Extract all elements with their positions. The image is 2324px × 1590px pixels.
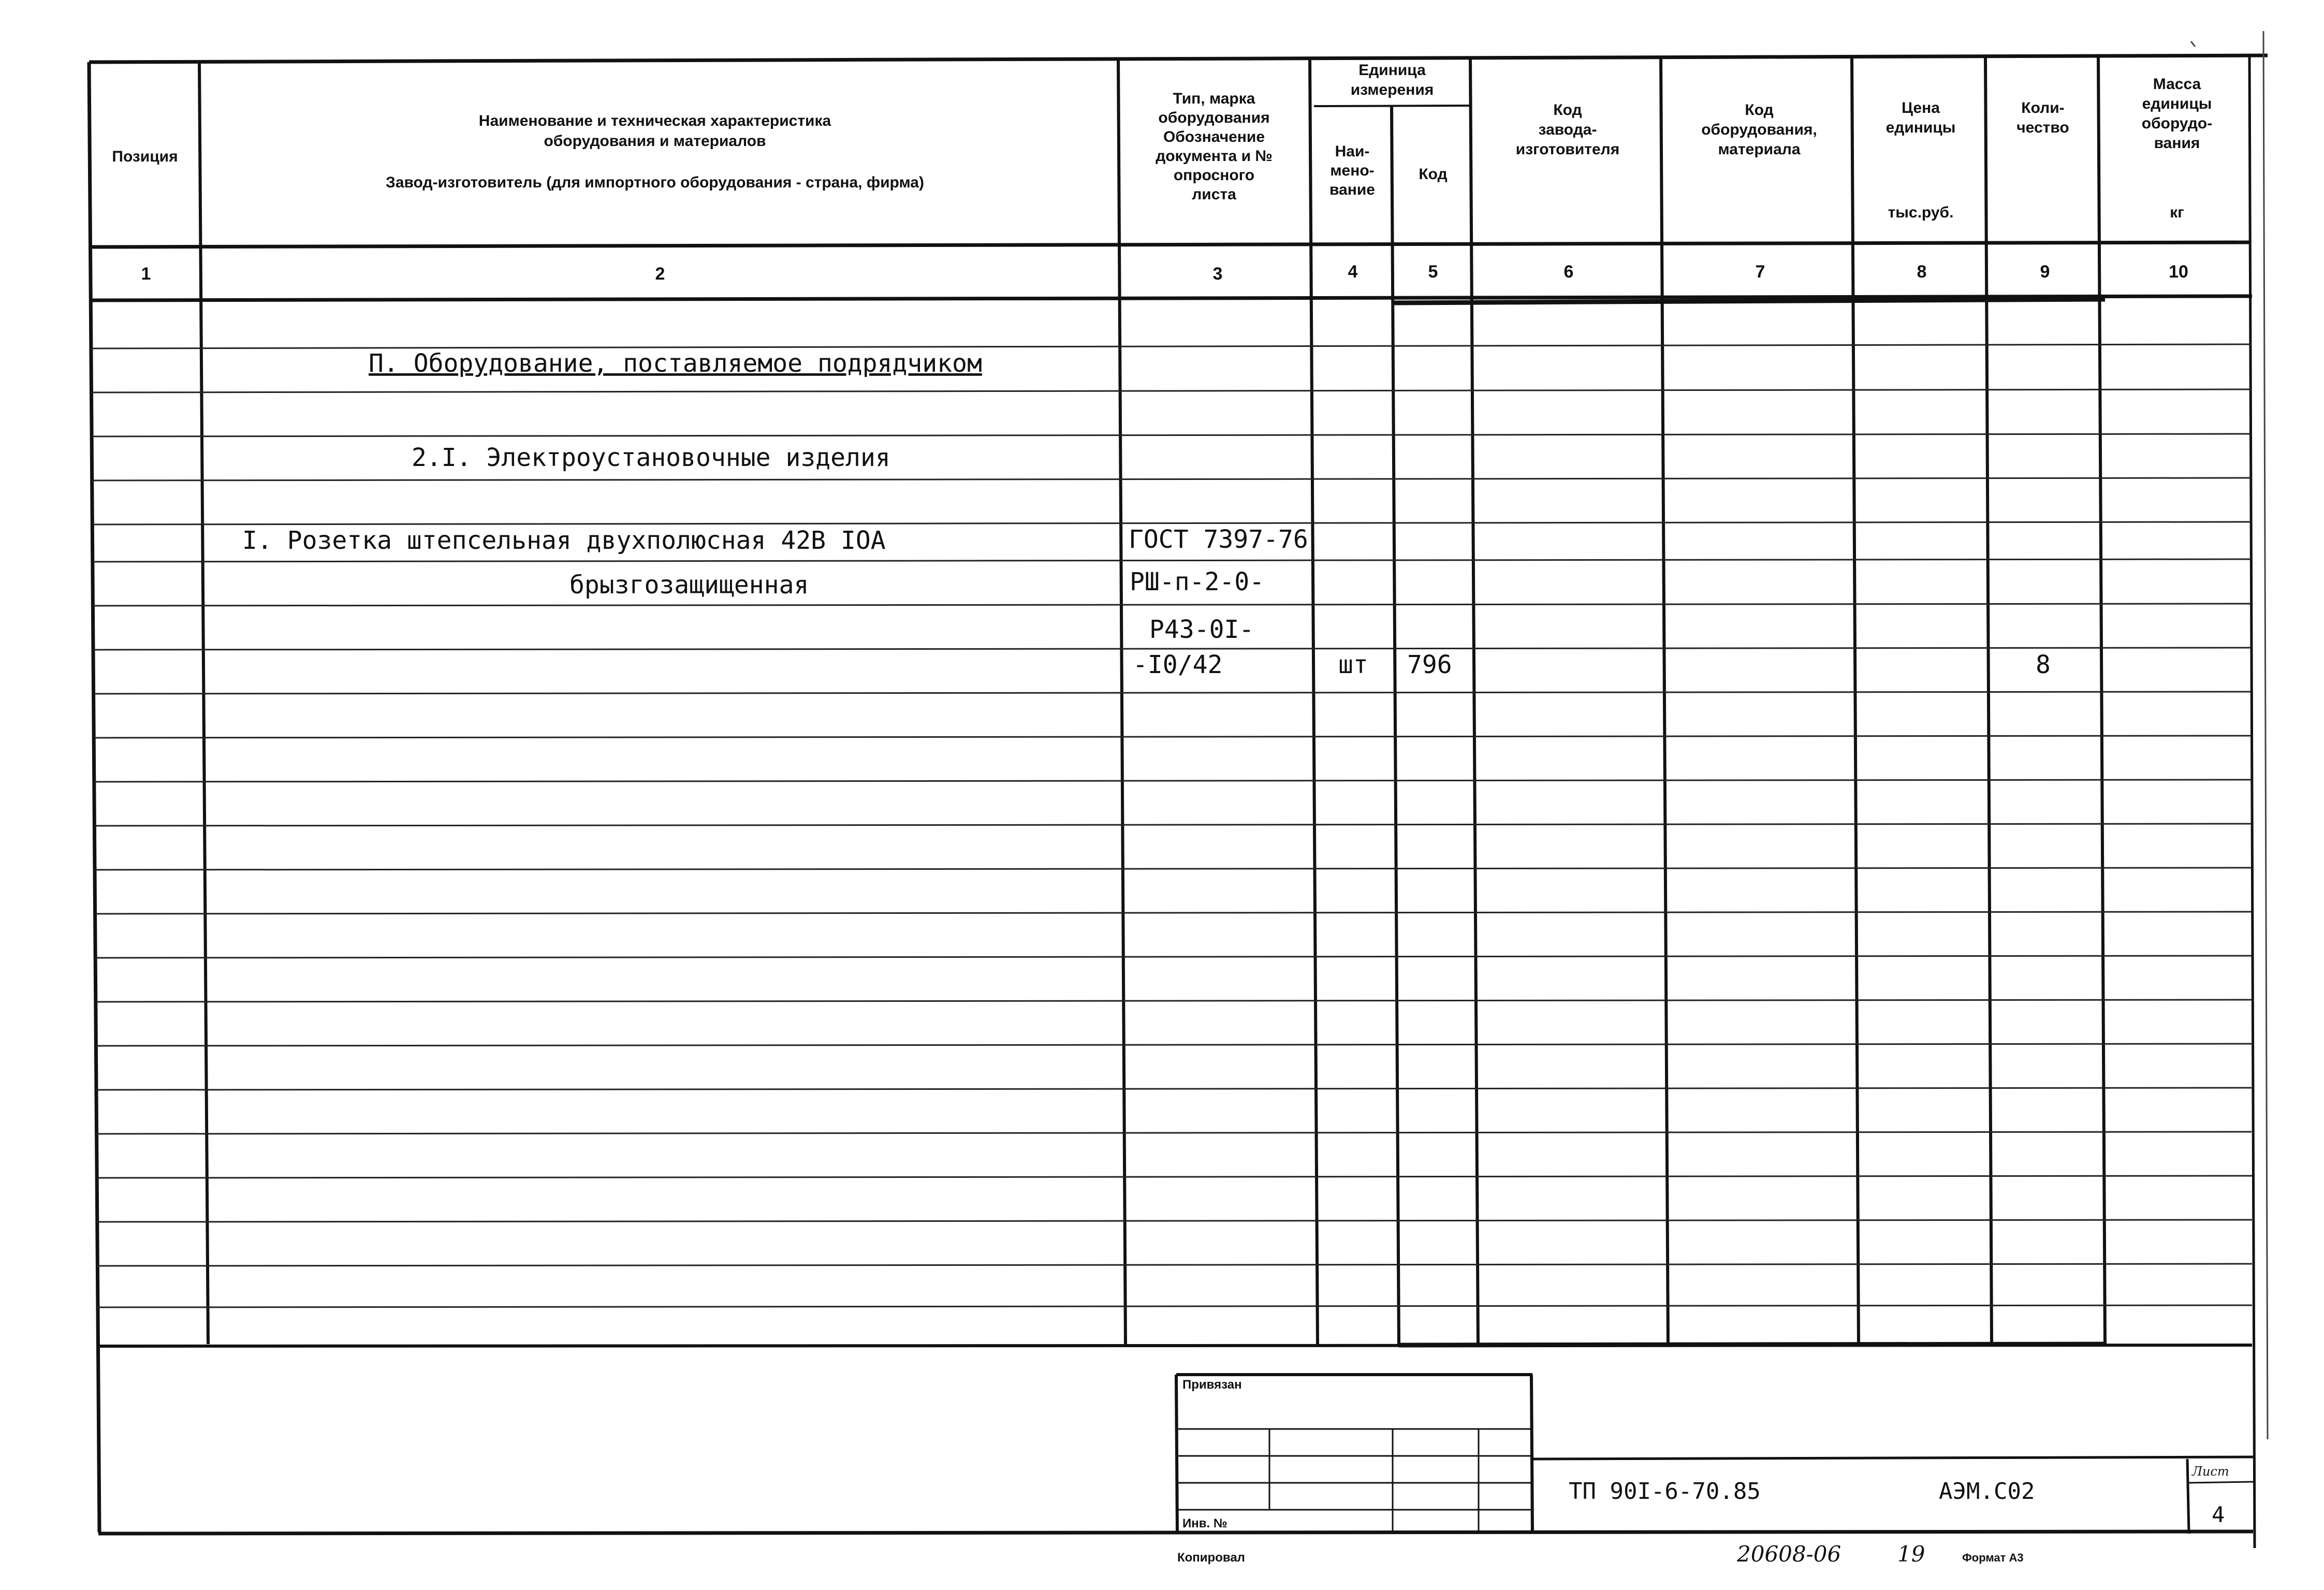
header-mass-line1: Масса xyxy=(2153,76,2201,93)
header-mass-unit: кг xyxy=(2170,204,2184,221)
header-mass-line2: единицы xyxy=(2142,95,2212,112)
header-factory-code-line3: изготовителя xyxy=(1515,141,1620,158)
header-material-code-line3: материала xyxy=(1718,141,1801,158)
format-label: Формат А3 xyxy=(1962,1551,2024,1564)
header-type-line4: документа и № xyxy=(1156,148,1273,165)
archive-number: 20608-06 xyxy=(1737,1541,1841,1567)
sheet-label: Лист xyxy=(2192,1464,2229,1479)
item-unit-name: шт xyxy=(1338,650,1368,679)
header-unit-code: Код xyxy=(1419,166,1448,183)
column-number: 9 xyxy=(2040,262,2050,282)
sheet-number: 4 xyxy=(2212,1502,2225,1527)
column-number: 4 xyxy=(1348,262,1358,282)
item-type-code-2: Р43-0I- xyxy=(1149,615,1254,644)
document-mark: АЭМ.С02 xyxy=(1939,1478,2035,1505)
header-unit-name-line2: мено- xyxy=(1330,162,1375,179)
header-position: Позиция xyxy=(112,148,178,165)
item-name-continuation: брызгозащищенная xyxy=(569,571,809,600)
header-qty-line2: чество xyxy=(2016,119,2069,136)
column-number: 10 xyxy=(2169,262,2188,282)
header-unit-name-line1: Наи- xyxy=(1335,143,1370,160)
title-block xyxy=(1176,1375,2253,1534)
header-material-code-line2: оборудования, xyxy=(1701,121,1817,138)
item-type-gost: ГОСТ 7397-76 xyxy=(1129,525,1308,554)
header-type-line2: оборудования xyxy=(1158,109,1270,126)
item-name: I. Розетка штепсельная двухполюсная 42В IOA xyxy=(242,526,886,555)
header-mass-line3: оборудо- xyxy=(2141,115,2213,132)
header-unit-name-line3: вание xyxy=(1329,181,1375,198)
item-quantity: 8 xyxy=(2036,650,2051,679)
column-number: 6 xyxy=(1563,262,1574,282)
column-number-row xyxy=(141,262,2188,284)
header-price-unit: тыс.руб. xyxy=(1888,204,1954,221)
column-number: 2 xyxy=(655,264,665,284)
item-type-code-3: -I0/42 xyxy=(1133,650,1223,679)
section-title: П. Оборудование, поставляемое подрядчиком xyxy=(369,349,982,378)
copied-label: Копировал xyxy=(1177,1551,1245,1565)
header-type-line5: опросного xyxy=(1173,167,1255,184)
header-mass-line4: вания xyxy=(2154,135,2200,152)
table-header xyxy=(112,62,2212,221)
header-price-line1: Цена xyxy=(1902,99,1940,116)
archive-sub-number: 19 xyxy=(1897,1541,1925,1567)
header-factory-code-line2: завода- xyxy=(1538,121,1597,138)
table-row-lines xyxy=(91,344,2252,1307)
item-unit-code: 796 xyxy=(1407,650,1452,679)
table-frame xyxy=(89,55,2268,1548)
header-name-line3: Завод-изготовитель (для импортного оборудования - страна, фирма) xyxy=(386,174,924,191)
title-block-text xyxy=(1177,1378,2229,1567)
column-number: 3 xyxy=(1212,264,1223,284)
header-material-code-line1: Код xyxy=(1745,101,1774,119)
item-type-code-1: РШ-п-2-0- xyxy=(1130,567,1265,596)
header-unit-line1: Единица xyxy=(1358,62,1426,79)
header-qty-line1: Коли- xyxy=(2021,99,2065,116)
header-unit-line2: измерения xyxy=(1350,81,1434,98)
header-price-line2: единицы xyxy=(1885,119,1956,136)
header-type-line3: Обозначение xyxy=(1163,128,1265,145)
column-number: 5 xyxy=(1428,262,1438,282)
stamp-inventory-label: Инв. № xyxy=(1182,1516,1227,1530)
subsection-title: 2.I. Электроустановочные изделия xyxy=(412,443,890,472)
header-type-line6: листа xyxy=(1192,186,1236,203)
document-code: ТП 90I-6-70.85 xyxy=(1569,1478,1761,1505)
column-number: 1 xyxy=(141,264,151,284)
table-content xyxy=(242,349,2051,679)
header-factory-code-line1: Код xyxy=(1553,101,1582,119)
header-name-line1: Наименование и техническая характеристика xyxy=(478,112,831,129)
column-number: 7 xyxy=(1755,262,1765,282)
stamp-bound-label: Привязан xyxy=(1182,1378,1242,1392)
column-number: 8 xyxy=(1917,262,1927,282)
header-type-line1: Тип, марка xyxy=(1173,90,1255,107)
header-name-line2: оборудования и материалов xyxy=(544,133,766,150)
